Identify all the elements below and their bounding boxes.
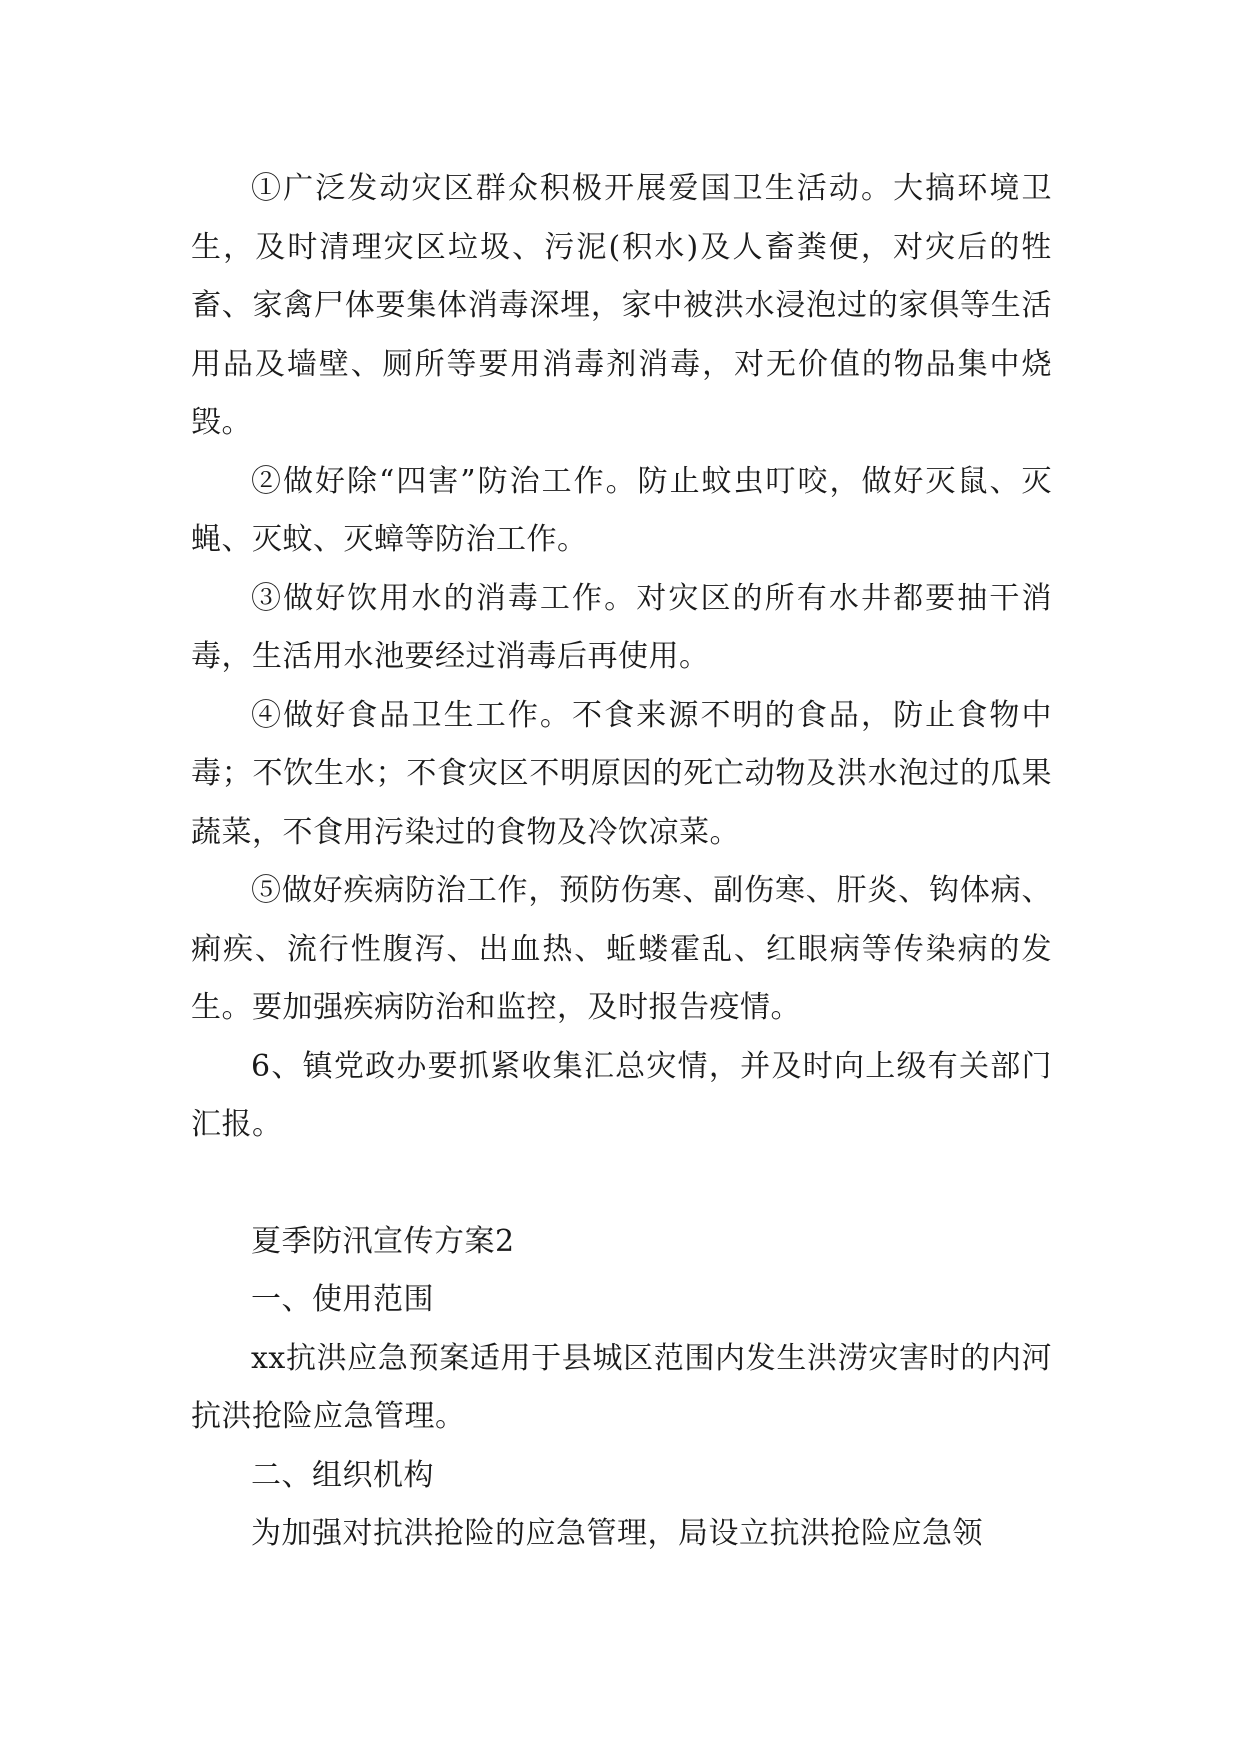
paragraph-scope: xx抗洪应急预案适用于县城区范围内发生洪涝灾害时的内河抗洪抢险应急管理。 [191,1340,1052,1434]
document-body [191,160,1052,1564]
paragraph-report-disaster: 6、镇党政办要抓紧收集汇总灾情，并及时向上级有关部门汇报。 [191,1048,1052,1142]
paragraph-organization: 为加强对抗洪抢险的应急管理，局设立抗洪抢险应急领 [251,1516,983,1551]
section-title: 夏季防汛宣传方案2 [251,1223,515,1259]
paragraph-four-pests: ②做好除“四害”防治工作。防止蚊虫叮咬，做好灭鼠、灭蝇、灭蚊、灭蟑等防治工作。 [191,463,1052,557]
paragraph-hygiene-campaign: ①广泛发动灾区群众积极开展爱国卫生活动。大搞环境卫生，及时清理灾区垃圾、污泥(积水)及人畜粪便，对灾后的牲畜、家禽尸体要集体消毒深埋，家中被洪水浸泡过的家俱等生活用品及墙壁、厕所等要用消毒剂消毒，对无价值的物品集中烧毁。 [191,171,1052,440]
section-spacer [191,1155,1052,1213]
heading-scope: 一、使用范围 [251,1282,434,1317]
paragraph-food-hygiene: ④做好食品卫生工作。不食来源不明的食品，防止食物中毒；不饮生水；不食灾区不明原因的死亡动物及洪水泡过的瓜果蔬菜，不食用污染过的食物及冷饮凉菜。 [191,697,1052,850]
heading-organization: 二、组织机构 [251,1457,434,1493]
paragraph-drinking-water: ③做好饮用水的消毒工作。对灾区的所有水井都要抽干消毒，生活用水池要经过消毒后再使用。 [191,580,1052,674]
paragraph-disease-control: ⑤做好疾病防治工作，预防伤寒、副伤寒、肝炎、钩体病、痢疾、流行性腹泻、出血热、蚯蝼霍乱、红眼病等传染病的发生。要加强疾病防治和监控，及时报告疫情。 [191,873,1052,1025]
